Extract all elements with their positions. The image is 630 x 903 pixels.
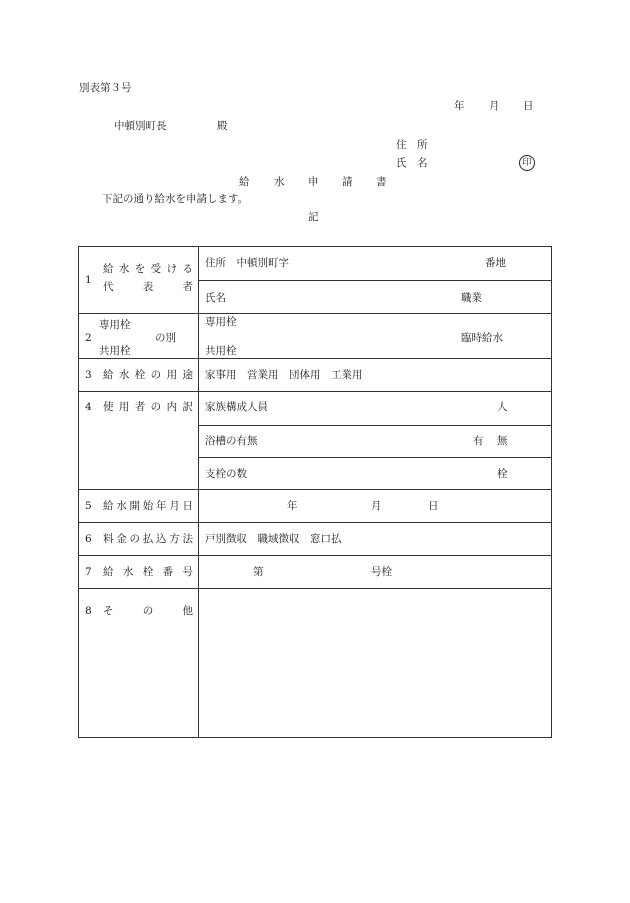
title-char: 請 [342,176,353,188]
label-line [103,567,193,578]
applicant-name-label: 氏 名 [396,157,428,169]
row-number: 2 [85,332,92,344]
label-char: る [182,263,193,275]
label-line-1 [103,264,193,275]
option-shared-tap[interactable]: 共用栓 [205,345,237,357]
label-char: 払 [142,533,154,545]
usage-options[interactable] [199,359,551,391]
label-char: け [166,263,178,275]
label-char: 料 [103,533,114,545]
label-char: 代 [103,281,114,293]
label-char: の [150,401,162,413]
bathtub-label: 浴槽の有無 [205,435,258,447]
row-tap-usage [79,358,551,391]
row-label [79,589,199,737]
branch-label: 支栓の数 [205,468,247,480]
label-char: 年 [156,500,167,512]
date-day: 日 [523,100,534,112]
branch-unit: 栓 [497,468,508,480]
row-number: 8 [85,605,92,617]
payment-options[interactable] [199,523,551,555]
bathtub-no[interactable]: 無 [497,435,508,447]
label-char: 金 [116,533,127,545]
label-line [103,501,193,512]
start-year: 年 [287,500,298,512]
label-char: の [150,369,162,381]
occupation-label: 職業 [461,292,482,304]
label-char: 水 [116,500,127,512]
title-char: 給 [239,176,250,188]
address-suffix: 番地 [485,257,506,269]
label-distinction: の別 [155,332,176,344]
household-label: 家族構成人員 [205,401,268,413]
label-char: の [129,533,140,545]
label-line [103,534,193,545]
label-char: 栓 [134,369,146,381]
start-date-field[interactable] [199,490,551,522]
address-field[interactable] [199,247,551,280]
household-unit: 人 [497,401,508,413]
application-form-table [78,246,552,738]
honorific: 殿 [217,120,228,132]
name-label: 氏名 [205,292,226,304]
label-char: 他 [182,605,193,617]
row-label [79,314,199,358]
row-payment-method [79,522,551,555]
label-char: 給 [103,500,114,512]
row-user-breakdown [79,391,551,489]
household-size-field[interactable] [199,392,551,425]
date-month: 月 [489,100,500,112]
label-char: 受 [150,263,162,275]
title-char: 書 [376,176,387,188]
label-shared-tap: 共用栓 [99,345,131,357]
row-label [79,392,199,489]
row-label [79,490,199,522]
ki-mark: 記 [308,211,319,223]
label-char: の [142,605,154,617]
label-char: を [134,263,146,275]
label-char: そ [103,605,114,617]
usage-values: 家事用 営業用 団体用 工業用 [205,369,363,381]
label-char: 用 [118,401,130,413]
row-label [79,359,199,391]
row-start-date [79,489,551,522]
option-temporary-supply[interactable]: 臨時給水 [461,332,503,344]
row-number: 5 [85,500,92,512]
row-label [79,556,199,588]
tap-number-dai: 第 [253,566,264,578]
branch-tap-field[interactable] [199,457,551,490]
label-char: 込 [156,533,167,545]
row-tap-type [79,313,551,358]
payment-values: 戸別徴収 職域徴収 窓口払 [205,533,342,545]
row-tap-number [79,555,551,588]
label-char: 途 [182,369,193,381]
title-char: 申 [308,176,319,188]
label-char: 水 [118,263,130,275]
label-char: 月 [169,500,180,512]
label-char: 水 [122,566,134,578]
seal-mark [519,155,535,171]
row-other [79,588,551,737]
label-private-tap: 専用栓 [99,319,131,331]
label-char: 番 [162,566,174,578]
label-char: 方 [169,533,180,545]
label-char: 水 [118,369,130,381]
row-number: 4 [85,401,92,413]
row-number: 6 [85,533,92,545]
intro-text: 下記の通り給水を申請します。 [102,193,249,205]
label-char: 用 [166,369,178,381]
start-month: 月 [371,500,382,512]
label-char: 給 [103,369,114,381]
seal-icon: 印 [519,155,535,171]
label-char: 法 [182,533,193,545]
row-number: 1 [85,274,92,286]
tap-number-suffix: 号栓 [371,566,392,578]
label-char: 表 [142,281,154,293]
label-char: 開 [129,500,140,512]
label-char: 訳 [182,401,193,413]
row-label [79,523,199,555]
tap-number-field[interactable] [199,556,551,588]
option-private-tap[interactable]: 専用栓 [205,316,237,328]
label-line [103,606,193,617]
start-day: 日 [428,500,439,512]
label-line [103,402,193,413]
tap-type-options[interactable] [199,314,551,358]
label-line-2 [103,282,193,293]
row-representative [79,247,551,313]
row-number: 3 [85,369,92,381]
title-char: 水 [274,176,285,188]
label-char: 内 [166,401,178,413]
label-char: 日 [182,500,193,512]
label-char: 者 [182,281,193,293]
label-char: 号 [182,566,193,578]
other-notes-field[interactable] [199,589,551,737]
row-values [199,247,551,313]
bathtub-field[interactable] [199,425,551,457]
bathtub-yes[interactable]: 有 [473,435,484,447]
form-number: 別表第３号 [79,82,132,94]
label-char: 栓 [142,566,154,578]
label-line [103,370,193,381]
label-char: 使 [103,401,114,413]
date-year: 年 [454,100,465,112]
label-char: 給 [103,263,114,275]
row-number: 7 [85,566,92,578]
label-char: 者 [134,401,146,413]
name-field[interactable] [199,280,551,313]
user-breakdown-values [199,392,551,489]
addressee: 中頓別町長 [114,120,167,132]
label-char: 給 [103,566,114,578]
applicant-address-label: 住 所 [396,139,428,151]
address-label: 住所 中頓別町字 [205,257,289,269]
label-char: 始 [142,500,154,512]
row-label [79,247,199,313]
